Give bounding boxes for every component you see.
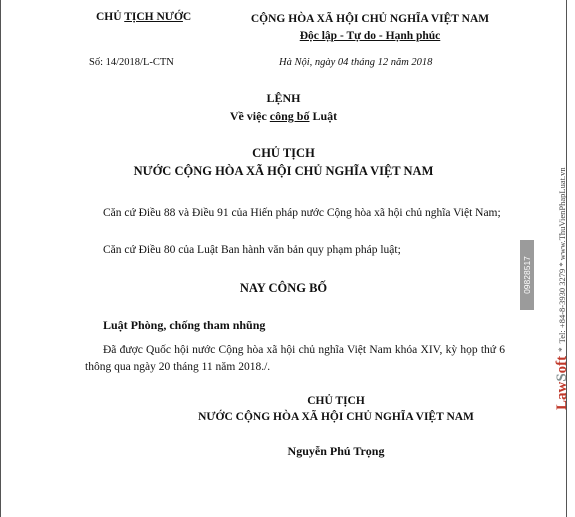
place-date: Hà Nội, ngày 04 tháng 12 năm 2018 — [279, 57, 433, 68]
watermark-separator: * — [557, 347, 567, 352]
country-name: CỘNG HÒA XÃ HỘI CHỦ NGHĨA VIỆT NAM — [250, 13, 490, 25]
issuer-header — [96, 11, 191, 23]
signature-title-2: NƯỚC CỘNG HÒA XÃ HỘI CHỦ NGHĨA VIỆT NAM — [198, 411, 474, 423]
issuer-text-c: C — [182, 11, 192, 23]
signature-title-1: CHỦ TỊCH — [307, 395, 365, 407]
issuer-title: CHỦ TỊCH — [252, 146, 315, 160]
document-type: LỆNH — [266, 91, 301, 105]
document-subject — [1, 109, 566, 124]
issuer-country: NƯỚC CỘNG HÒA XÃ HỘI CHỦ NGHĨA VIỆT NAM — [133, 164, 434, 178]
signer-name: Nguyễn Phú Trọng — [287, 444, 385, 458]
subject-text-b: công bố — [269, 109, 310, 123]
lawsoft-watermark — [536, 104, 570, 410]
passed-paragraph: Đã được Quốc hội nước Cộng hòa xã hội chủ nghĩa Việt Nam khóa XIV, kỳ họp thứ 6 thông qua ngày 20 tháng 11 năm 2018./. — [85, 344, 505, 373]
announce-heading: NAY CÔNG BỐ — [239, 281, 328, 295]
issuer-text-b: TỊCH NƯỚ — [124, 11, 183, 23]
subject-text-c: Luật — [309, 109, 338, 123]
issuer-text-a: CHỦ — [96, 11, 125, 23]
law-name: Luật Phòng, chống tham nhũng — [103, 318, 266, 332]
document-id-badge — [520, 240, 534, 310]
watermark-rotated — [549, 104, 575, 410]
document-id-text: 09828517 — [522, 256, 532, 294]
basis-paragraph-2: Căn cứ Điều 80 của Luật Ban hành văn bản quy phạm pháp luật; — [103, 244, 401, 256]
brand-s-text: S — [553, 373, 570, 382]
brand-law-text: Law — [553, 381, 570, 410]
subject-text-a: Về việc — [229, 109, 270, 123]
document-number: Số: 14/2018/L-CTN — [89, 57, 174, 68]
national-motto: Độc lập - Tự do - Hạnh phúc — [299, 30, 441, 42]
watermark-contact: Tel: +84-8-3930 3279 * www.ThuVienPhapLuat.vn — [557, 167, 567, 344]
basis-paragraph-1: Căn cứ Điều 88 và Điều 91 của Hiến pháp nước Cộng hòa xã hội chủ nghĩa Việt Nam; — [103, 207, 501, 219]
brand-oft-text: oft — [553, 355, 570, 374]
national-header — [245, 11, 495, 45]
